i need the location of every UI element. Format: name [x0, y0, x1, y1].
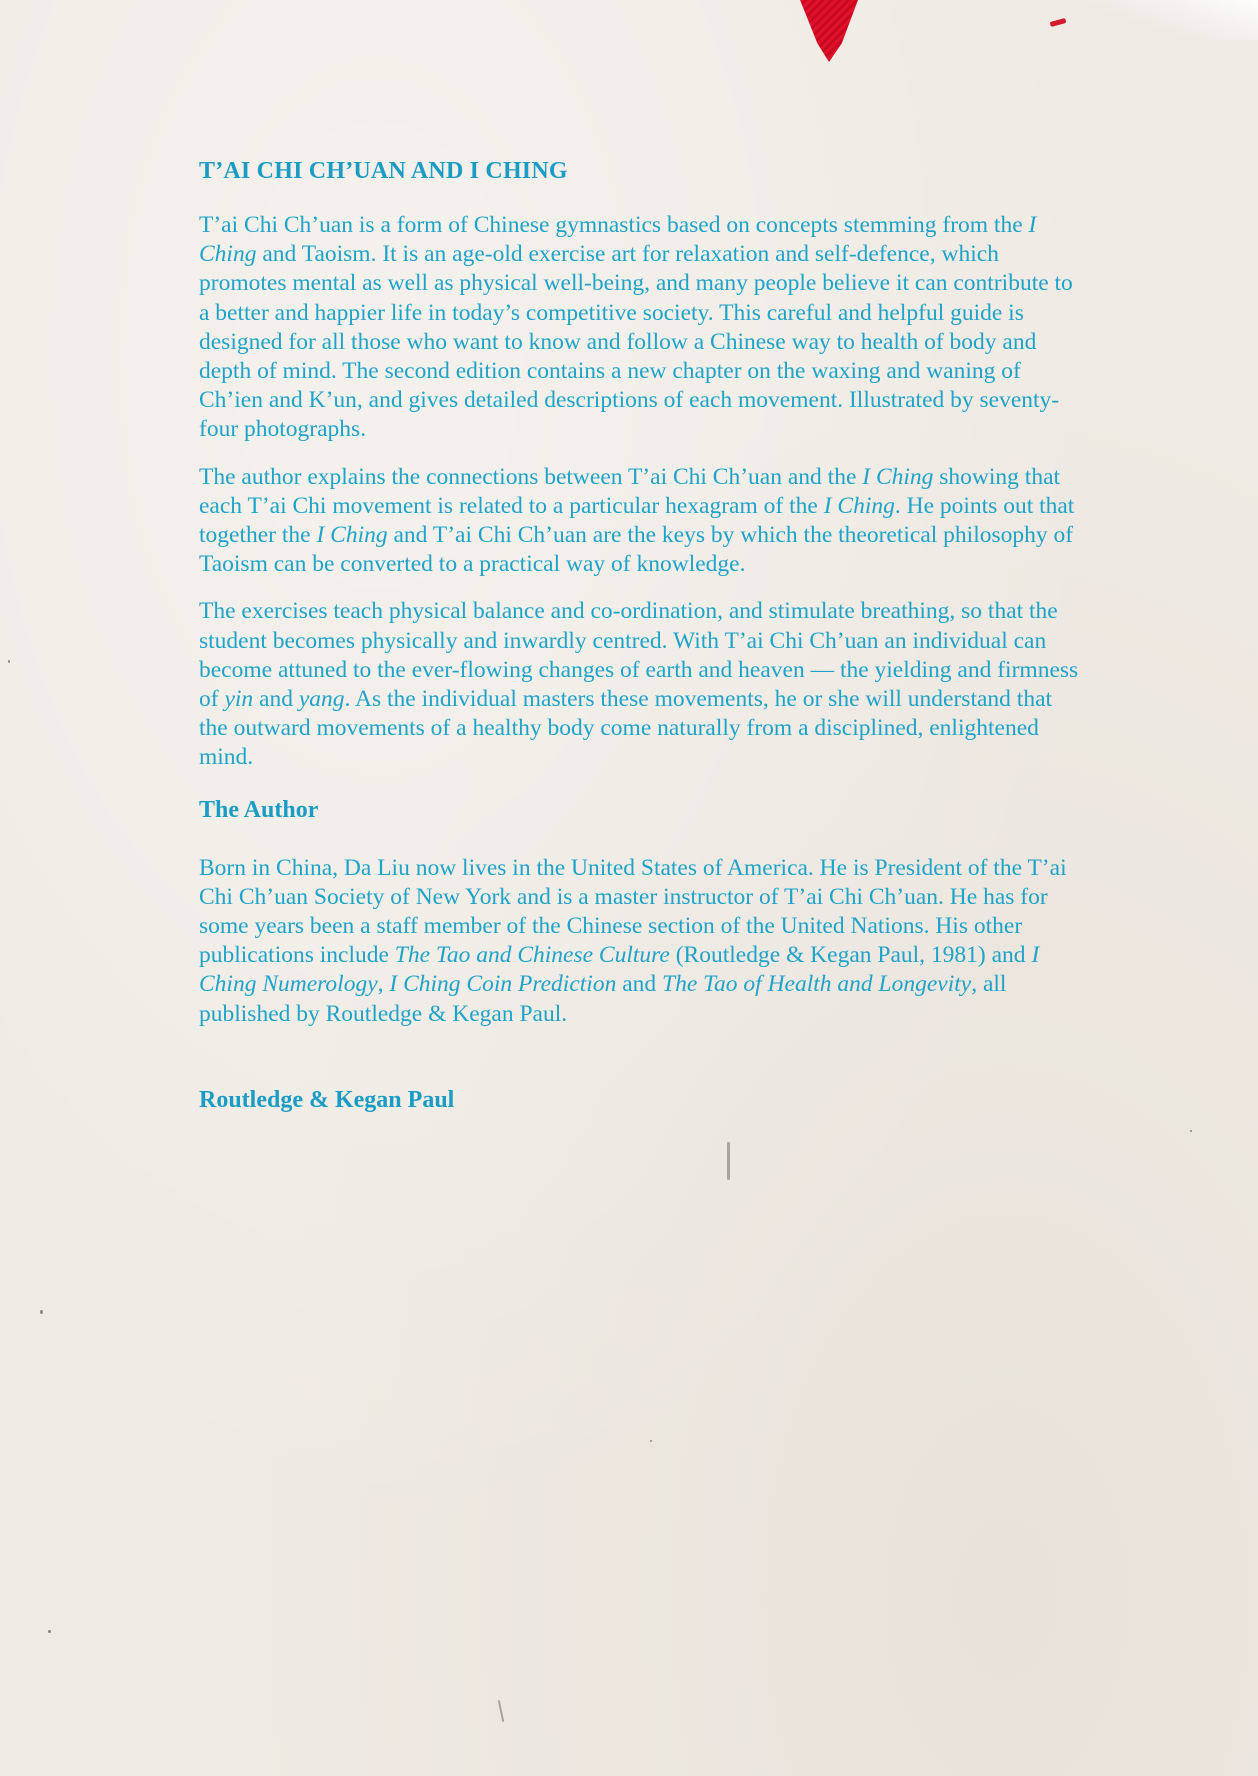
description-paragraph-3: The exercises teach physical balance and co-ordination, and stimulate breathing, so that the student becomes physically and inwardly centred. With T’ai Chi Ch’uan an individual can become attuned to the ever-flowing changes of earth and heaven — the yielding and firmness of yin and yang. As the individual masters these movements, he or she will understand that the outward movements of a healthy body come naturally from a disciplined, enlightened mind. — [199, 598, 1079, 771]
red-bookmark-ribbon — [800, 0, 858, 62]
book-title: T’AI CHI CH’UAN AND I CHING — [199, 158, 568, 184]
paper-speck — [8, 660, 10, 663]
blurb-content — [199, 158, 1079, 1114]
pen-mark — [727, 1142, 730, 1180]
description-paragraph-2: The author explains the connections between T’ai Chi Ch’uan and the I Ching showing that each T’ai Chi movement is related to a particular hexagram of the I Ching. He points out that together the I Ching and T’ai Chi Ch’uan are the keys by which the theoretical philosophy of Taoism can be converted to a practical way of knowledge. — [199, 463, 1075, 578]
author-bio: Born in China, Da Liu now lives in the United States of America. He is President of the T’ai Chi Ch’uan Society of New York and is a master instructor of T’ai Chi Ch’uan. He has for some years been a staff member of the Chinese section of the United Nations. His other publications include The Tao and Chinese Culture (Routledge & Kegan Paul, 1981) and I Ching Numerology, I Ching Coin Prediction and The Tao of Health and Longevity, all published by Routledge & Kegan Paul. — [199, 854, 1067, 1027]
paper-speck — [650, 1440, 652, 1442]
author-heading: The Author — [199, 796, 319, 823]
scratch-mark — [498, 1700, 505, 1722]
paper-speck — [40, 1310, 43, 1314]
paper-speck — [1190, 1130, 1192, 1132]
description-paragraph-1: T’ai Chi Ch’uan is a form of Chinese gymnastics based on concepts stemming from the I Ching and Taoism. It is an age-old exercise art for relaxation and self-defence, which promotes mental as well as physical well-being, and many people believe it can contribute to a better and happier life in today’s competitive society. This careful and helpful guide is designed for all those who want to know and follow a Chinese way to health of body and depth of mind. The second edition contains a new chapter on the waxing and waning of Ch’ien and K’un, and gives detailed descriptions of each movement. Illustrated by seventy-four photographs. — [199, 212, 1073, 443]
worn-corner — [1058, 0, 1258, 40]
publisher-name: Routledge & Kegan Paul — [199, 1086, 455, 1113]
paper-speck — [48, 1630, 51, 1633]
